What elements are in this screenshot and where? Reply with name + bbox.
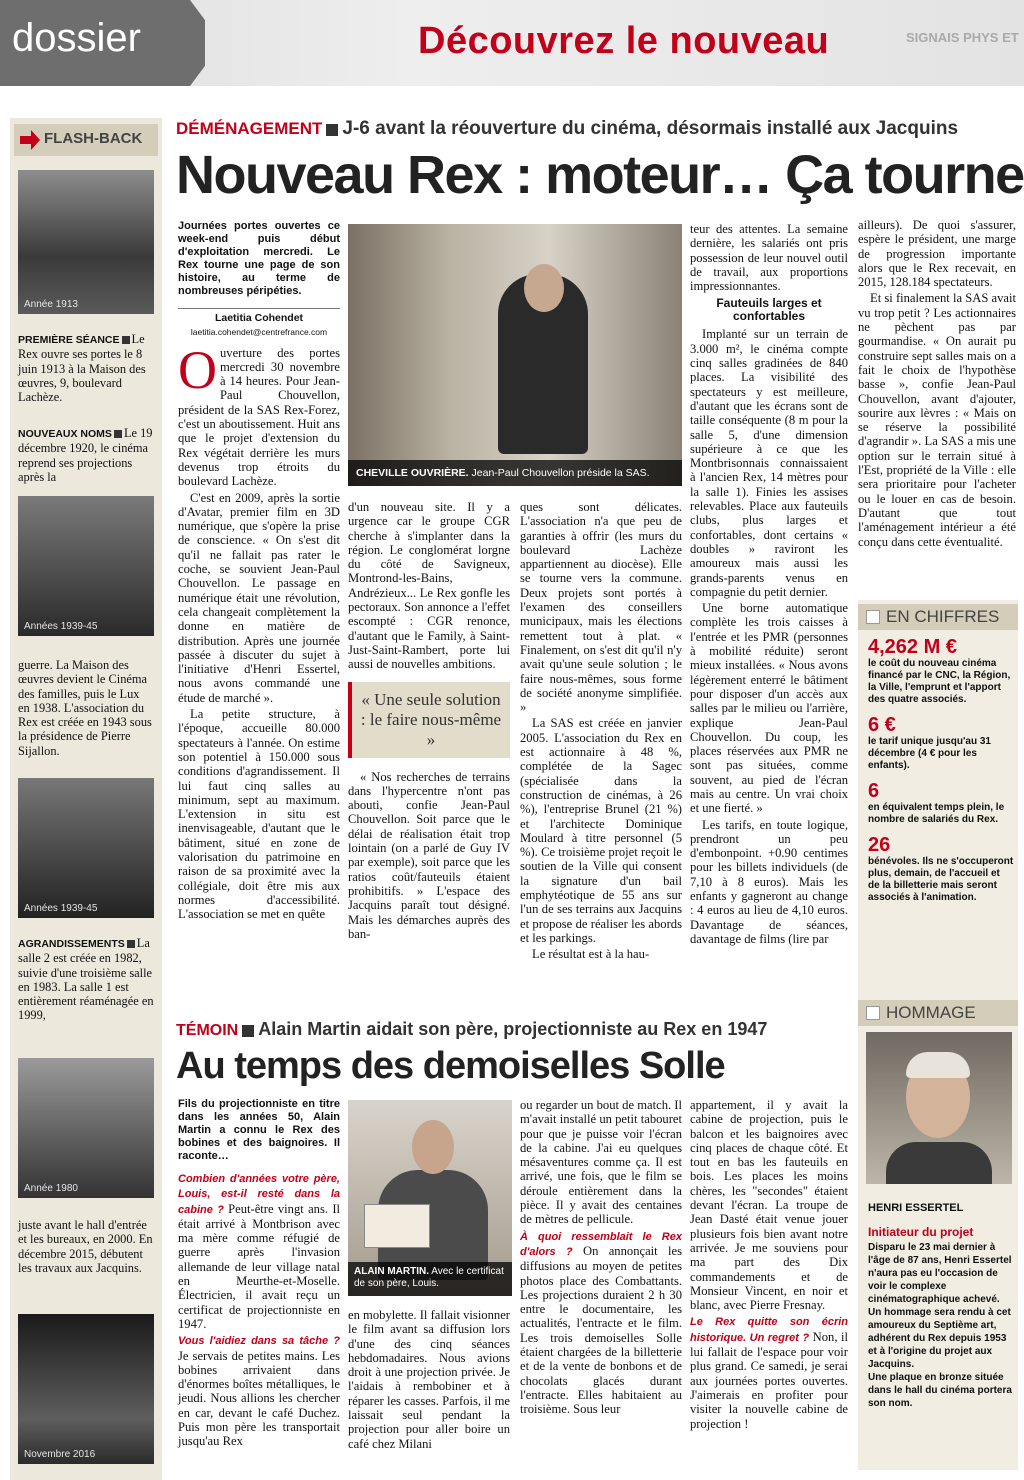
hommage-text: Disparu le 23 mai dernier à l'âge de 87 ans, Henri Essertel n'aura pas eu l'occasion de voir le complexe cinématographique achevé. Un hommage sera rendu à cet amoureux du Septième art, adhérent du Rex depuis 1953 et à l'origine du projet aux Jacquins. <box>868 1242 1012 1371</box>
chiffre-1-value: 4,262 M € <box>868 636 957 658</box>
entry-guerre: guerre. La Maison des œuvres devient le Cinéma des familles, puis le Lux en 1938. L'association du Rex est créée en 1943 sous la présidence de Pierre Sijallon. <box>18 658 152 758</box>
article1-title: Nouveau Rex : moteur… Ça tourne <box>176 145 1024 205</box>
article2-col4: appartement, il y avait la cabine de projection, puis le balcon et les baignoires avec cinq places de chaque côté. Et tout en bas les fauteuils en bois. Les places les moins chères, les "secondes" étaient devant l'écran. La troupe de Jean Dasté était venue jouer plusieurs fois bien avant notre arrivée. Je me souviens pour ma part des Dix commandements et de Monsieur Vincent, en noir et blanc, avec Pierre Fresnay. Le Rex quitte son écrin historique. Un regret ? Non, il lui fallait de l'espace pour voir plus grand. Ce samedi, je serai aux journées portes ouvertes. J'aimerais en profiter pour visiter la nouvelle cabine de projection ! <box>690 1098 848 1431</box>
article1-lead: Journées portes ouvertes ce week-end puis début d'exploitation mercredi. Le Rex tourne une page de son histoire, au terme de nombreuses péripéties. <box>178 220 340 297</box>
alain-martin-photo <box>348 1100 512 1296</box>
hommage-box <box>858 996 1018 1470</box>
subhead: Fauteuils larges et confortables <box>716 296 822 324</box>
entry-agrandissements: AGRANDISSEMENTS La salle 2 est créée en 1982, suivie d'une troisième salle en 1983. La salle 1 est entièrement réaménagée en 1999, <box>18 936 154 1023</box>
article1-col1: Journées portes ouvertes ce week-end puis début d'exploitation mercredi. Le Rex tourne une page de son histoire, au terme de nombreuses péripéties. Laetitia Cohendet laetitia.cohendet@centrefrance.com Ouverture des portes mercredi 30 novembre à 14 heures. Pour Jean-Paul Chouvellon, président de la SAS Rex-Forez, c'est un aboutissement. Huit ans que le projet d'extension du Rex végétait derrière les murs devenus trop étroits du boulevard Lachèze. C'est en 2009, après la sortie d'Avatar, premier film en 3D numérique, que s'opère la prise de conscience. « On s'est dit qu'il ne fallait pas rater le coche, se souvient Jean-Paul Chouvellon. Le passage en numérique était une révolution, cela changeait complètement la donne en matière de distribution. Après une journée passée à discuter du sujet à l'initiative d'Henri Essertel, nous avons commandé une étude de marché ». La petite structure, à l'époque, accueille 80.000 spectateurs à l'année. On estime son potentiel à 150.000 sous conditions d'agrandissement. Il lui faut cinq salles au minimum, sept au maximum. L'extension in situ est inenvisageable, d'autant que le bâtiment, situé en zone de valorisation du patrimoine en raison de sa proximité avec la collégiale, doit être mis aux normes d'accessibilité. L'association se met en quête <box>178 220 340 922</box>
chiffres-title: EN CHIFFRES <box>858 604 1018 630</box>
header-bar <box>0 0 1024 86</box>
article2-title: Au temps des demoiselles Solle <box>176 1045 725 1087</box>
essertel-body <box>886 1142 992 1184</box>
chiffres-box <box>858 600 1018 996</box>
essertel-hair <box>906 1052 970 1078</box>
photo-2016: Novembre 2016 <box>18 1314 154 1464</box>
photo-1939-a: Années 1939-45 <box>18 496 154 636</box>
article1-col5: ailleurs). De quoi s'assurer, espère le président, une marge de progression importante alors que le Rex recevait, en 2015, 128.184 spectateurs. Et si finalement la SAS avait vu trop petit ? Les actionnaires ne pèchent pas par gourmandise. « On aurait pu construire sept salles mais on a fait le choix de l'hypothèse basse », confie Jean-Paul Chouvellon, avant d'ajouter, sourire aux lèvres : « Mais on se réserve la possibilité d'agrandir ». La SAS a mis une option sur le terrain situé à l'Est, propriété de la Ville : elle sera prioritaire pour l'acheter ou le louer en cas de besoin. D'autant que tout l'aménagement intérieur a été conçu dans cette éventualité. <box>858 218 1016 549</box>
chiffre-4-value: 26 <box>868 834 891 856</box>
hommage-text2: Une plaque en bronze située dans le hall du cinéma portera son nom. <box>868 1372 1012 1410</box>
flashback-title-box <box>14 124 158 156</box>
person-head <box>524 264 564 312</box>
entry-travaux: juste avant le hall d'entrée et les bureaux, en 2000. En décembre 2015, débutent les travaux aux Jacquins. <box>18 1218 153 1275</box>
chiffre-3-desc: en équivalent temps plein, le nombre de salariés du Rex. <box>868 802 1005 825</box>
author: Laetitia Cohendet <box>178 308 340 325</box>
article1-col2: d'un nouveau site. Il y a urgence car le groupe CGR cherche à s'implanter dans la région. Le conglomérat lorgne du côté de Savigneux, Montrond-les-Bains, Andrézieux... Le Rex gonfle les pectoraux. Son annonce a l'effet escompté : CGR renonce, d'autant que le Family, à Saint-Just-Saint-Rambert, porte lui aussi de nouvelles ambitions. « Une seule solution : le faire nous-même » « Nos recherches de terrains dans l'hypercentre n'ont pas abouti, confie Jean-Paul Chouvellon. Soit parce que le délai de réalisation était trop lointain (on a parlé de Guy IV par exemple), soit parce que les ratios coût/fauteuils étaient prohibitifs. » L'espace des Jacquins paraît tout désigné. Mais les démarches auprès des ban- <box>348 500 510 941</box>
section-label-text: dossier <box>12 16 141 60</box>
person2-head <box>412 1120 454 1174</box>
article2-col1: Fils du projectionniste en titre dans les années 50, Alain Martin a connu le Rex des bobines et des baignoires. Il raconte… Combien d'années votre père, Louis, est-il resté dans la cabine ? Peut-être vingt ans. Il était arrivé à Montbrison avec ma mère comme réfugié de guerre après l'invasion allemande de leur village natal en Meurthe-et-Moselle. Électricien, il avait reçu un certificat de projectionniste en 1947. Vous l'aidiez dans sa tâche ? Je servais de petites mains. Les bobines arrivaient dans d'énormes boîtes métalliques, le jeudi. Nous allions les chercher en car, devant le café Duchez. Puis mon père les transportait jusqu'au Rex <box>178 1098 341 1449</box>
kicker-tag: DÉMÉNAGEMENT <box>176 119 323 138</box>
chiffre-2-value: 6 € <box>868 714 896 736</box>
flashback-title: FLASH-BACK <box>44 130 143 147</box>
chiffre-3-value: 6 <box>868 780 880 802</box>
kicker-text: J-6 avant la réouverture du cinéma, désormais installé aux Jacquins <box>342 118 959 139</box>
hommage-title: HOMMAGE <box>858 1000 1018 1026</box>
article2-col2: en mobylette. Il fallait visionner le film avant sa diffusion lors d'une des cinq séances hebdomadaires. Nous avions droit à une projection privée. Je l'aidais à rembobiner et à réparer les casses. Parfois, il me laissait seul pendant la projection pour aller boire un café chez Milani <box>348 1308 510 1451</box>
article2-col3: ou regarder un bout de match. Il m'avait installé un petit tabouret pour que je puisse voir l'écran de la cabine. J'ai eu quelques mésaventures comme ça. Il est arrivé, une fois, que le film se déroule entièrement dans la pièce. Il y avait des centaines de mètres de pellicule. À quoi ressemblait le Rex d'alors ? On annonçait les diffusions au moyen de petites photos place des Combattants. Les projections duraient 2 h 30 entre le documentaire, les actualités, l'entracte et le film. Les trois demoiselles Solle étaient chargées de la billetterie et de la vente de bonbons et de chocolats glacés durant l'entracte. Elles habitaient au troisième. Sous leur <box>520 1098 682 1417</box>
photo-1939-b: Années 1939-45 <box>18 778 154 918</box>
entry-premiere: PREMIÈRE SÉANCE Le Rex ouvre ses portes le 8 juin 1913 à la Maison des œuvres, 9, boulevard Lachèze. <box>18 332 146 405</box>
article1-col4: teur des attentes. La semaine dernière, les salariés ont pris possession de leur nouvel outil de travail, aux proportions impressionnantes. Fauteuils larges et confortables Implanté sur un terrain de 3.000 m², le cinéma compte cinq salles gradinées de 840 places. La visibilité des spectateurs y est meilleure, d'autant que les écrans sont de taille conséquente (8 m pour la salle 5, d'une dimension supérieure à ce que les Montbrisonnais connaissaient à l'ancien Rex, 14 mètres pour la salle 1). Finies les assises relevables. Place aux fauteuils clubs, plus larges et confortables, dont certains « doubles » raviront les amoureux mais aussi les grands-parents venus en compagnie du petit dernier. Une borne automatique complète les trois caisses à l'entrée et les PMR (personnes à mobilité réduite) seront mieux installées. « Nous avons légèrement enterré le bâtiment pour disposer d'un accès aux salles par le milieu ou l'arrière, explique Jean-Paul Chouvellon. Du coup, les places réservées aux PMR ne sont pas situées, comme souvent, au pied de l'écran mais au centre. Un vrai choix et une fierté. » Les tarifs, en toute logique, prendront un peu d'embonpoint. +0.90 centimes pour les billets individuels (de 7,10 à 8 euros). Mais les enfants y gagneront au change : 4 euros au lieu de 4,10 euros. Davantage de séances, davantage de films (lire par <box>690 222 848 946</box>
hommage-subtitle: Initiateur du projet <box>868 1225 974 1239</box>
author-email: laetitia.cohendet@centrefrance.com <box>190 327 328 338</box>
article2-kicker <box>176 1018 856 1042</box>
chiffre-2-desc: le tarif unique jusqu'au 31 décembre (4 € pour les enfants). <box>868 736 991 771</box>
essertel-photo <box>866 1032 1012 1184</box>
article1-col3: ques sont délicates. L'association n'a que peu de garanties à offrir (les murs du boulevard Lachèze appartiennent au diocèse). Elle se tourne vers la commune. Deux projets sont portés à l'examen des conseillers municipaux, mais les élections remettent tout à plat. « Finalement, on s'est dit qu'il n'y avait qu'une seule solution ; le faire nous-mêmes, sous forme de société anonyme simplifiée. » La SAS est créée en janvier 2005. L'association du Rex en est actionnaire à 48 %, complétée de la Sagec (spécialisée dans la construction de cinémas, à 26 %), l'entreprise Brunel (21 %) et l'architecte Dominique Moulard à titre personnel (5 %). Ce troisième projet reçoit le soutien de la Ville qui consent la signature d'un bail emphytéotique de 55 ans sur l'un de ses terrains aux Jacquins et propose de réaliser les abords et les parkings. Le résultat est à la hau- <box>520 500 682 962</box>
chouvellon-photo <box>348 224 682 486</box>
dropcap: O <box>178 339 217 400</box>
kicker2-tag: TÉMOIN <box>176 1022 239 1039</box>
chiffre-4-desc: bénévoles. Ils ne s'occuperont plus, demain, de l'accueil et de la billetterie mais seront associés à l'animation. <box>868 856 1014 903</box>
kicker2-text: Alain Martin aidait son père, projectionniste au Rex en 1947 <box>258 1019 768 1039</box>
pull-quote: « Une seule solution : le faire nous-même » <box>348 682 510 758</box>
article1-kicker <box>176 118 1016 140</box>
entry-noms: NOUVEAUX NOMS Le 19 décembre 1920, le cinéma reprend ses projections après la <box>18 426 153 484</box>
photo2-caption: ALAIN MARTIN. Avec le certificat de son père, Louis. <box>348 1262 512 1296</box>
hommage-name: HENRI ESSERTEL <box>868 1202 964 1214</box>
photo-1913: Année 1913 <box>18 170 154 314</box>
certificate <box>364 1204 430 1248</box>
chiffre-1-desc: le coût du nouveau cinéma financé par le CNC, la Région, la Ville, l'emprunt et l'apport des quatre associés. <box>868 658 1011 705</box>
photo-caption-bar: CHEVILLE OUVRIÈRE. Jean-Paul Chouvellon préside la SAS. <box>348 460 682 486</box>
flashback-sidebar <box>10 118 162 1480</box>
arrow-icon <box>20 130 40 150</box>
page-headline: Découvrez le nouveau <box>418 20 830 62</box>
ghost-text: SIGNAIS PHYS ET <box>906 30 1019 45</box>
photo-1980: Année 1980 <box>18 1058 154 1198</box>
